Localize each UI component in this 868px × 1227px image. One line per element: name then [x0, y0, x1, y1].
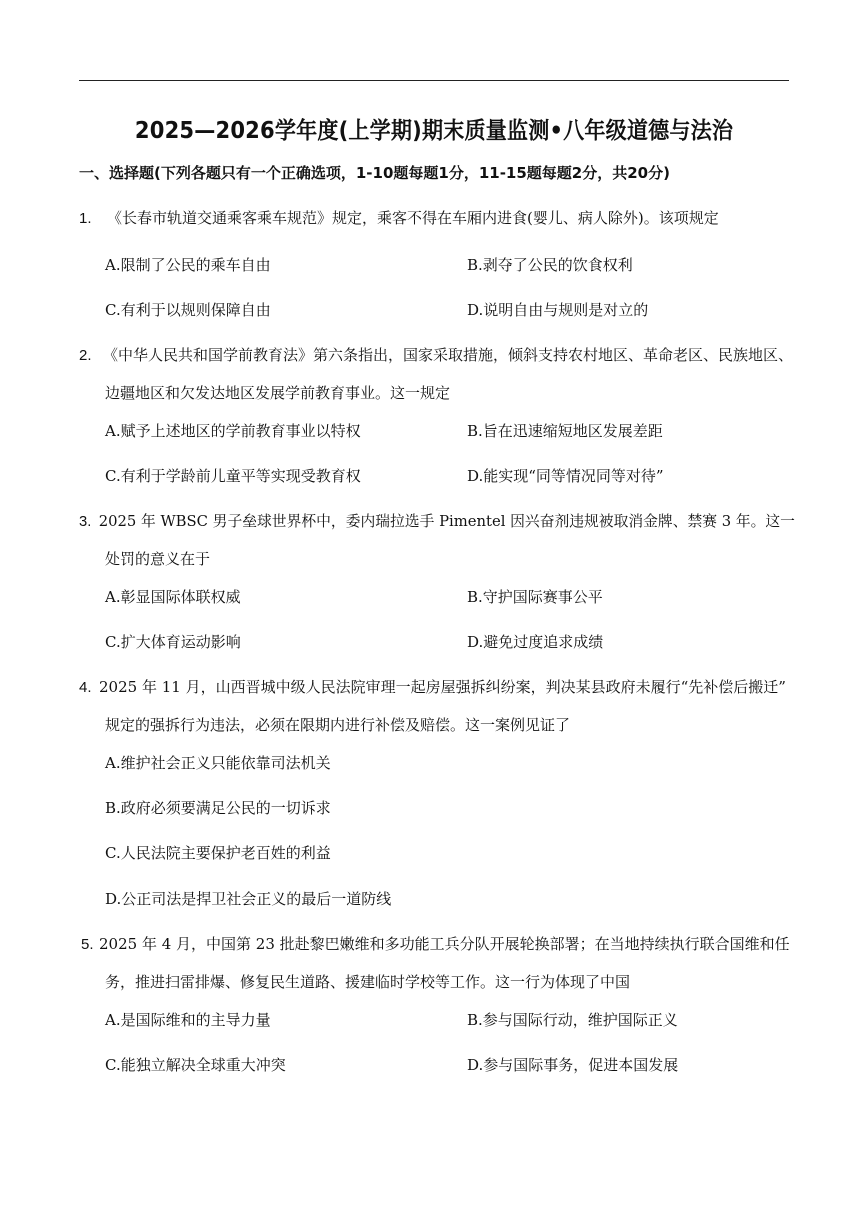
- option-a[interactable]: A.赋予上述地区的学前教育事业以特权: [105, 422, 361, 440]
- option-d[interactable]: D.参与国际事务，促进本国发展: [467, 1056, 679, 1074]
- option-c[interactable]: C.有利于以规则保障自由: [105, 301, 271, 319]
- question-3-line-2: 处罚的意义在于: [105, 550, 211, 568]
- question-text: 2025 年 WBSC 男子垒球世界杯中，委内瑞拉选手 Pimentel 因兴奋剂违规被取消金牌、禁赛 3 年。这一: [98, 512, 795, 530]
- option-c[interactable]: C.能独立解决全球重大冲突: [105, 1056, 286, 1074]
- question-text: 《长春市轨道交通乘客乘车规范》规定，乘客不得在车厢内进食(婴儿、病人除外)。该项规定: [107, 209, 719, 227]
- question-number: 1.: [79, 210, 92, 227]
- question-number: 3.: [79, 513, 92, 530]
- option-b[interactable]: B.旨在迅速缩短地区发展差距: [467, 422, 663, 440]
- question-text: 2025 年 4 月，中国第 23 批赴黎巴嫩维和多功能工兵分队开展轮换部署；在当地持续执行联合国维和任: [99, 935, 790, 953]
- question-text: 《中华人民共和国学前教育法》第六条指出，国家采取措施，倾斜支持农村地区、革命老区、民族地区、: [103, 346, 794, 364]
- page-title: 2025—2026学年度(上学期)期末质量监测•八年级道德与法治: [134, 118, 734, 144]
- question-2-line-1: [79, 344, 793, 367]
- option-d[interactable]: D.说明自由与规则是对立的: [467, 301, 649, 319]
- option-d[interactable]: D.公正司法是捍卫社会正义的最后一道防线: [105, 890, 392, 908]
- option-d[interactable]: D.避免过度追求成绩: [467, 633, 604, 651]
- option-a[interactable]: A.是国际维和的主导力量: [105, 1011, 271, 1029]
- option-b[interactable]: B.守护国际赛事公平: [467, 588, 603, 606]
- option-b[interactable]: B.参与国际行动，维护国际正义: [467, 1011, 678, 1029]
- question-5-line-2: 务，推进扫雷排爆、修复民生道路、援建临时学校等工作。这一行为体现了中国: [105, 973, 631, 991]
- option-a[interactable]: A.彰显国际体联权威: [105, 588, 241, 606]
- question-4-line-2: 规定的强拆行为违法，必须在限期内进行补偿及赔偿。这一案例见证了: [105, 716, 571, 734]
- question-5-line-1: [81, 933, 790, 956]
- option-a[interactable]: A.维护社会正义只能依靠司法机关: [105, 754, 331, 772]
- question-number: 2.: [79, 347, 92, 364]
- option-b[interactable]: B.剥夺了公民的饮食权利: [467, 256, 633, 274]
- option-c[interactable]: C.人民法院主要保护老百姓的利益: [105, 844, 331, 862]
- section-heading: 一、选择题(下列各题只有一个正确选项，1-10题每题1分，11-15题每题2分，共20分): [79, 164, 670, 182]
- option-a[interactable]: A.限制了公民的乘车自由: [105, 256, 271, 274]
- option-d[interactable]: D.能实现“同等情况同等对待”: [467, 467, 664, 485]
- option-c[interactable]: C.扩大体育运动影响: [105, 633, 241, 651]
- question-text: 2025 年 11 月，山西晋城中级人民法院审理一起房屋强拆纠纷案，判决某县政府未履行“先补偿后搬迁”: [99, 678, 786, 696]
- option-b[interactable]: B.政府必须要满足公民的一切诉求: [105, 799, 331, 817]
- question-3-line-1: [79, 510, 795, 533]
- question-1-line-1: [79, 207, 719, 230]
- question-4-line-1: [79, 676, 786, 699]
- question-number: 4.: [79, 679, 92, 696]
- question-number: 5.: [81, 936, 94, 953]
- top-rule: [79, 80, 789, 81]
- option-c[interactable]: C.有利于学龄前儿童平等实现受教育权: [105, 467, 361, 485]
- question-2-line-2: 边疆地区和欠发达地区发展学前教育事业。这一规定: [105, 384, 451, 402]
